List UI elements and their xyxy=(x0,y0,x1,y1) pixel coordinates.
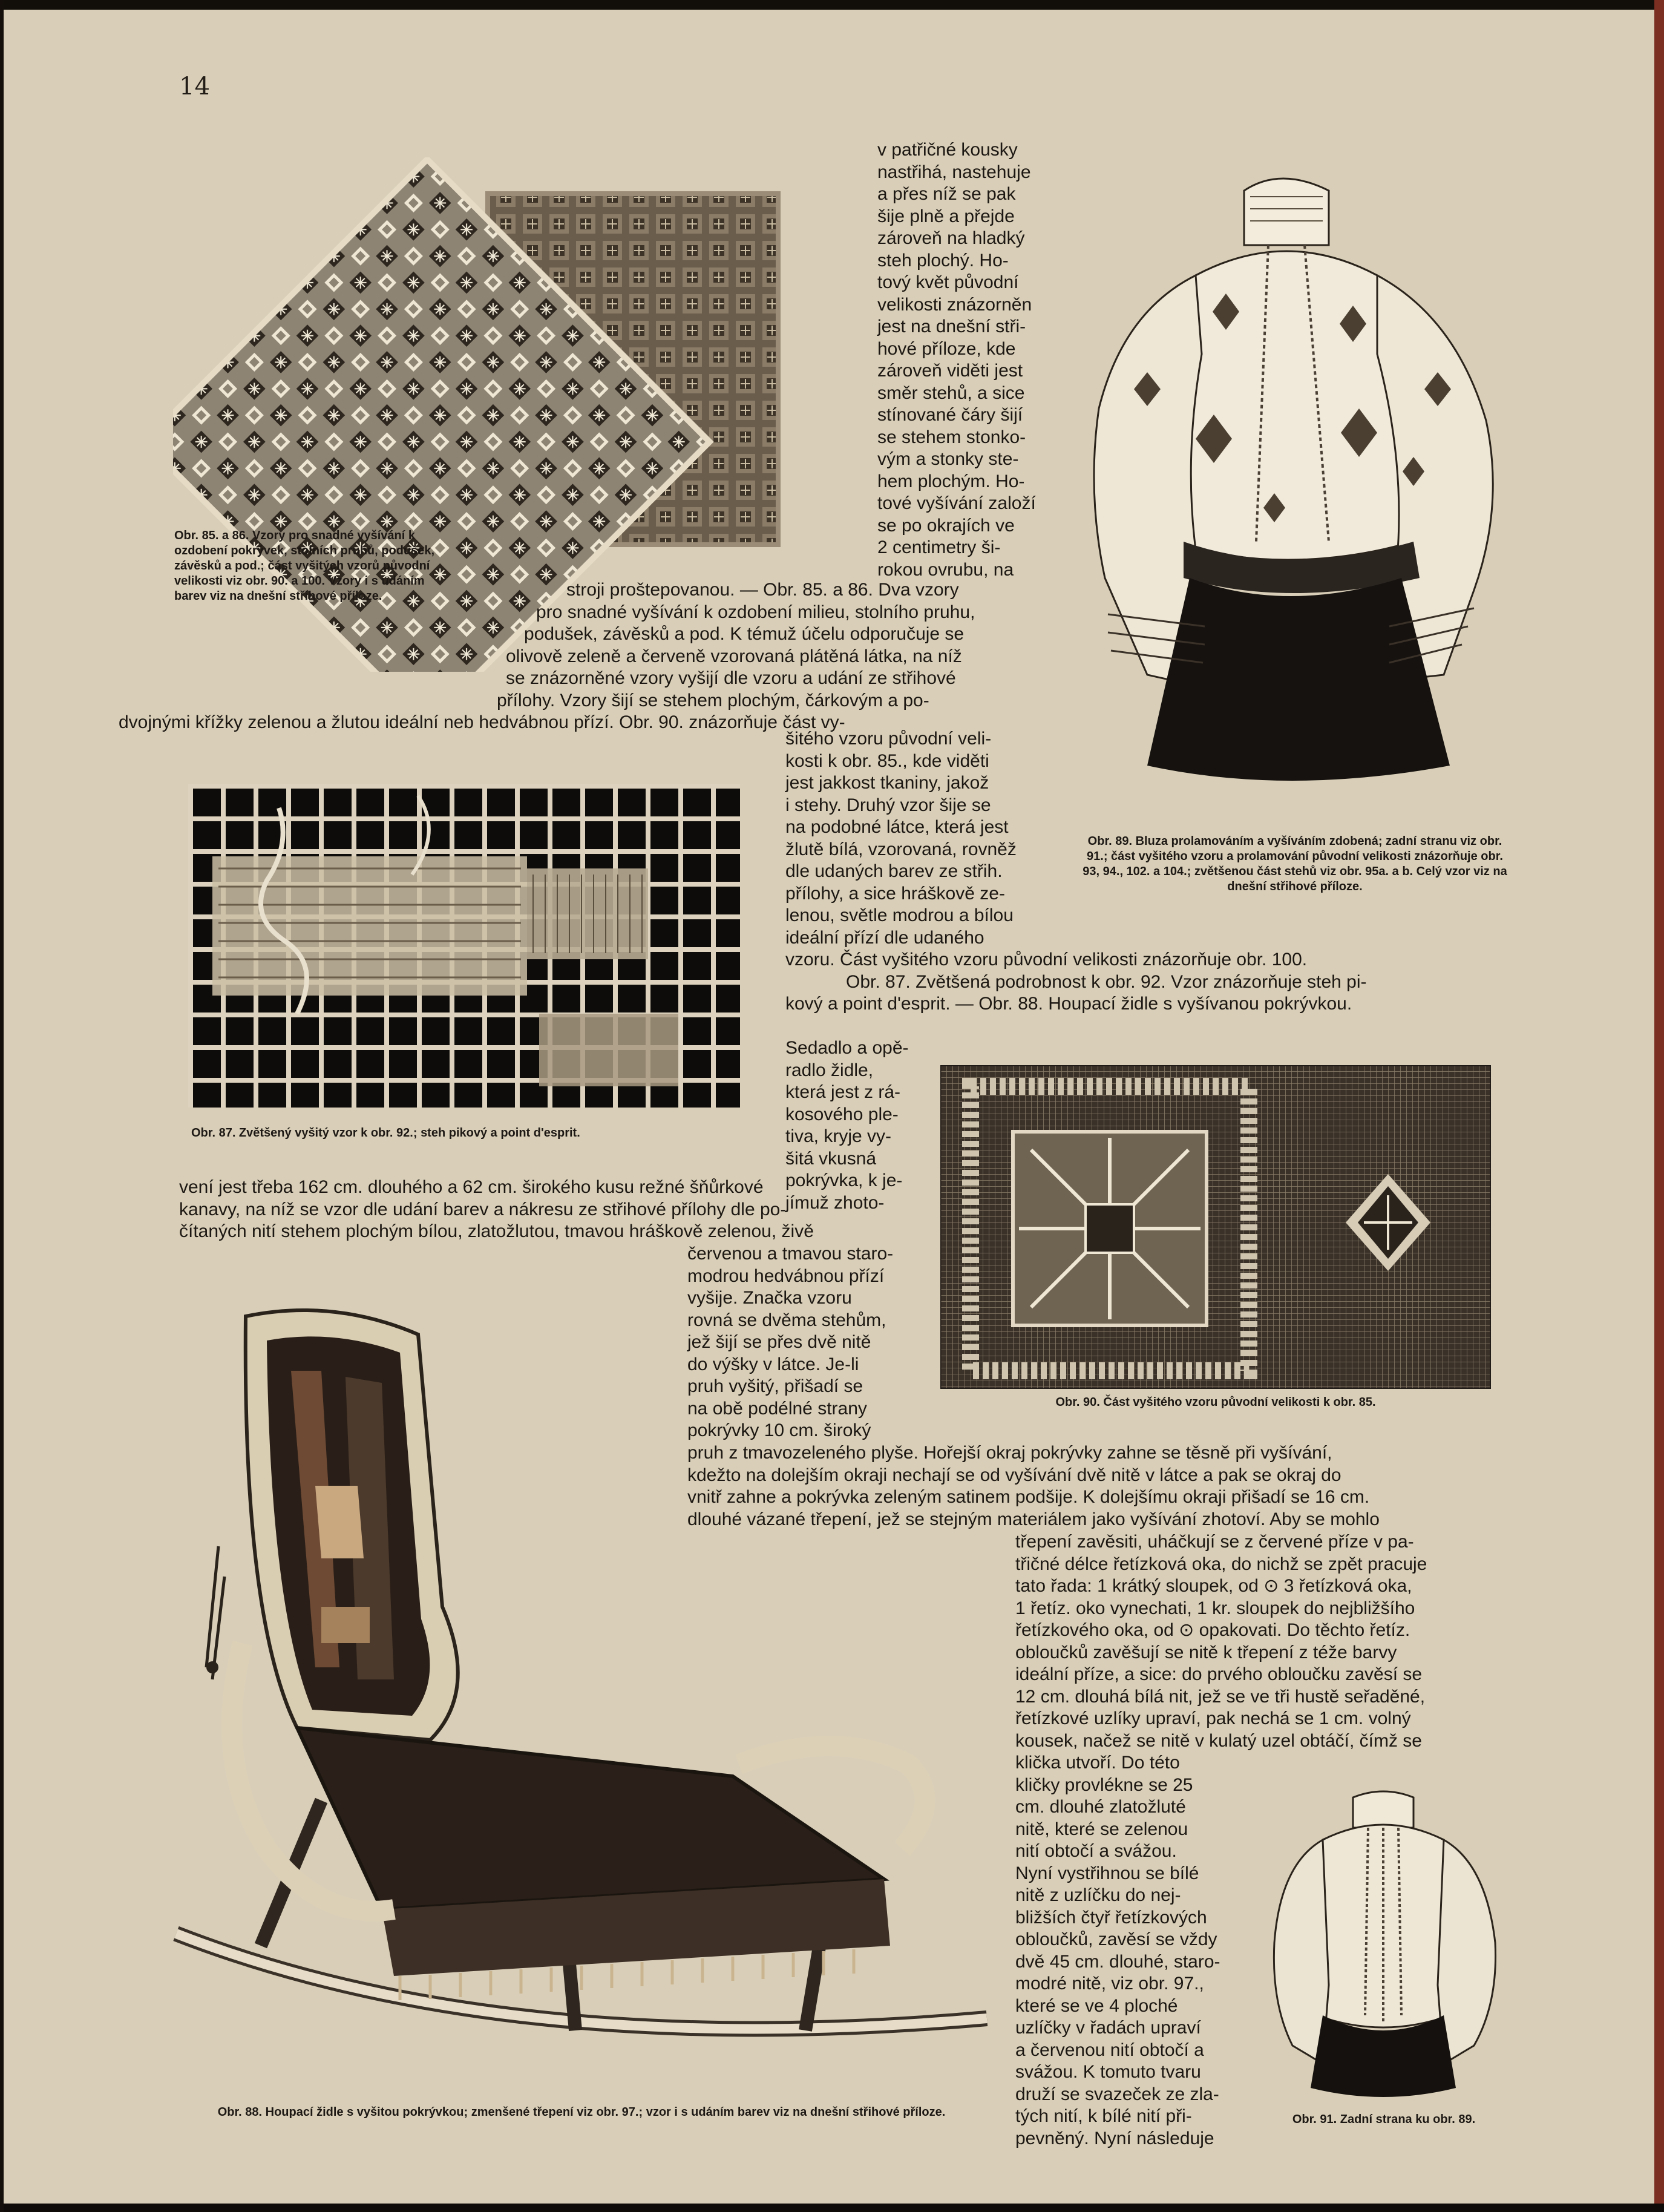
text-paragraph-fringe: třepení zavěsiti, uháčkují se z červené příze v pa- třičné délce řetízková oka, do nichž se zpět pracuje tato řada: 1 krátký sloupek, od ⊙ 3 řetízková oka, 1 řetíz. oko vynechati, 1 kr. sloupek do nejbližšího řetízkového oka, od ⊙ opakovati. Do těchto řetíz. obloučků zavěšují se nitě k třepení z téže barvy ideální příze, a sice: do prvého obloučku zavěsí se 12 cm. dlouhá bílá nit, jež se ve tři hustě seřaděné, řetízkové uzlíky upraví, pak nechá se 1 cm. volný kousek, načež se nitě v kulatý uzel obtáčí, čímž se xyxy=(1015,1532,1427,1751)
caption-fig-88: Obr. 88. Houpací židle s vyšitou pokrývkou; zmenšené třepení viz obr. 97.; vzor i s udáním barev viz na dnešní střihové příloze. xyxy=(217,2105,946,2119)
text-column-chair-cover: Sedadlo a opě- radlo židle, která jest z rá- kosového ple- tiva, kryje vy- šitá vkusná pokrývka, k je- jímuž zhoto- xyxy=(785,1038,909,1213)
figure-90-pattern-detail xyxy=(940,1065,1491,1389)
text-column-fringe-knots: klička utvoří. Do této kličky provlékne se 25 cm. dlouhé zlatožluté nitě, které se zelenou nití obtočí a svážou. Nyní vystřihnou se bílé nitě z uzlíčku do nej- bližších čtyř řetízkových obloučků, zavěsí se vždy dvě 45 cm. dlouhé, staro- modré nitě, viz obr. 97., které se ve 4 ploché uzlíčky v řadách upraví a červenou nití obtočí a svážou. K tomuto tvaru druží se svazeček ze zla- tých nití, k bílé nití při- pevněný. Nyní následuje xyxy=(1015,1753,1220,2148)
text-paragraph-fig-87-88: vzoru. Část vyšitého vzoru původní velikosti znázorňuje obr. 100. Obr. 87. Zvětšená podrobnost k obr. 92. Vzor znázorňuje steh pi- kový a point d'esprit. — Obr. 88. Houpací židle s vyšívanou pokrývkou. xyxy=(785,950,1367,1014)
figure-91-blouse-back xyxy=(1256,1785,1510,2112)
caption-fig-90: Obr. 90. Část vyšitého vzoru původní velikosti k obr. 85. xyxy=(1055,1396,1376,1409)
figure-87-stitch-detail xyxy=(188,784,740,1108)
figure-89-blouse-front xyxy=(1075,154,1522,820)
text-paragraph-fig-85-86: stroji proštepovanou. — Obr. 85. a 86. Dva vzory pro snadné vyšívání k ozdobení milieu, stolního pruhu, podušek, závěsků a pod. K témuž účelu odporučuje se olivově zeleně a červeně vzorovaná plátěná látka, na níž se znázorněné vzory vyšijí dle vzoru a udání ze střihové přílohy. Vzory šijí se stehem plochým, čárkovým a po- dvojnými křížky zelenou a žlutou ideální neb hedvábnou přízí. Obr. 90. znázorňuje část vy- xyxy=(119,580,975,732)
figure-88-rocking-chair xyxy=(140,1304,1008,2085)
scan-edge-right xyxy=(1654,0,1664,2212)
text-paragraph-canvas: vení jest třeba 162 cm. dlouhého a 62 cm. širokého kusu režné šňůrkové kanavy, na níž se vzor dle udání barev a nákresu ze střihové přílohy dle po- čítaných nití stehem plochým bílou, zlatožlutou, tmavou hráškově zelenou, živě xyxy=(179,1177,814,1241)
text-column-intro: v patřičné kousky nastřihá, nastehuje a přes níž se pak šije plně a přejde zároveň na hladký steh plochý. Ho- tový květ původní velikosti znázorněn jest na dnešní stři- hové příloze, kde zároveň viděti jest směr stehů, a sice stínované čáry šijí se stehem stonko- vým a stonky ste- hem plochým. Ho- tové vyšívání založí se po okrajích ve 2 centimetry ši- rokou ovrubu, na xyxy=(877,140,1036,580)
text-column-fig-90: šitého vzoru původní veli- kosti k obr. 85., kde viděti jest jakkost tkaniny, jakož i stehy. Druhý vzor šije se na podobné látce, která jest žlutě bílá, vzorovaná, rovněž dle udaných barev ze střih. přílohy, a sice hráškově ze- lenou, světle modrou a bílou ideální přízí dle udaného xyxy=(785,729,1017,948)
text-paragraph-plush-edge: pruh z tmavozeleného plyše. Hořejší okraj pokrývky zahne se těsně při vyšívání, kdežto na dolejším okraji nechají se od vyšívání dvě nitě v látce a pak se okraj do vnitř zahne a pokrývka zeleným satinem podšije. K dolejšímu okraji přišadí se 16 cm. dlouhé vázané třepení, jež se stejným materiálem jako vyšívání zhotoví. Aby se mohlo xyxy=(687,1443,1380,1529)
caption-fig-89: Obr. 89. Bluza prolamováním a vyšíváním zdobená; zadní stranu viz obr. 91.; část vyšitého vzoru a prolamování původní velikosti znázorňuje obr. 93, 94., 102. a 104.; zvětšenou část stehů viz obr. 95a. a b. Celý vzor viz na dnešní střihové příloze. xyxy=(1083,835,1507,893)
caption-fig-87: Obr. 87. Zvětšený vyšitý vzor k obr. 92.; steh pikový a point d'esprit. xyxy=(191,1126,580,1140)
page-number: 14 xyxy=(179,73,210,100)
caption-fig-91: Obr. 91. Zadní strana ku obr. 89. xyxy=(1292,2113,1476,2126)
scan-edge-bottom xyxy=(4,2204,1664,2212)
caption-fig-85-86: Obr. 85. a 86. Vzory pro snadné vyšívání k ozdobení pokrývek, stolních pruhů, podušek, závěsků a pod.; část vyšitých vzorů původní velikosti viz obr. 90. a 100. Vzory i s udáním barev viz na dnešní střihové příloze. xyxy=(174,529,435,603)
scan-edge-top xyxy=(4,0,1664,10)
text-column-colors: červenou a tmavou staro- modrou hedvábnou přízí vyšije. Značka vzoru rovná se dvěma stehům, jež šijí se přes dvě nitě do výšky v látce. Je-li pruh vyšitý, přišadí se na obě podélné strany pokrývky 10 cm. široký xyxy=(687,1244,894,1440)
